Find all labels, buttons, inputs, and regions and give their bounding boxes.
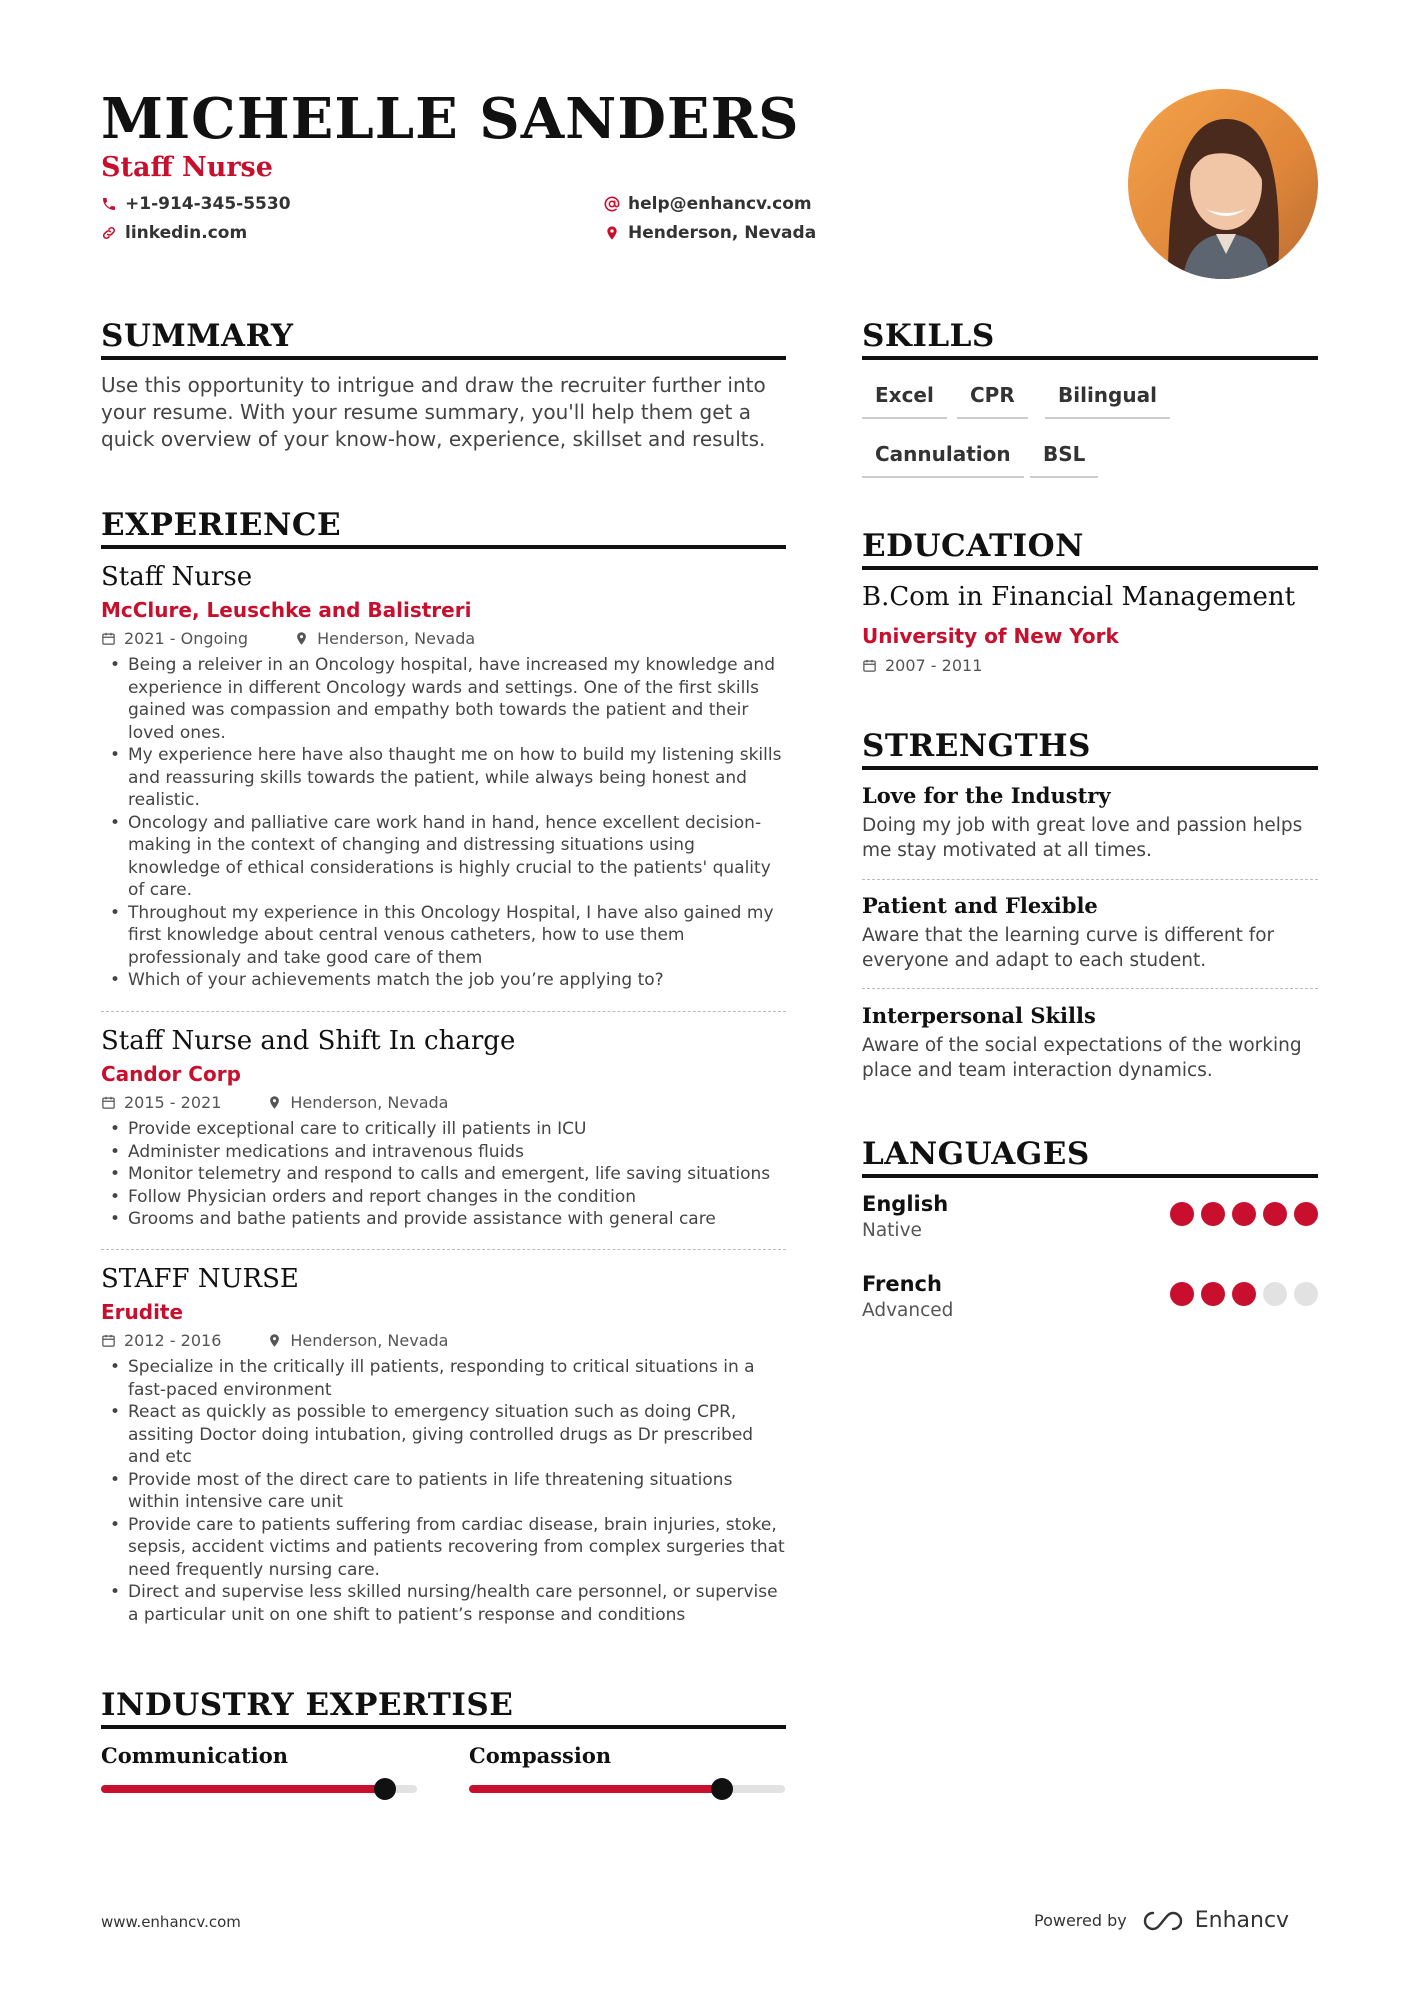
job-bullets [101, 1356, 786, 1626]
divider [101, 1249, 786, 1250]
rating-dot [1263, 1202, 1287, 1226]
education-heading: EDUCATION [862, 528, 1084, 564]
candidate-title: Staff Nurse [101, 152, 273, 183]
rating-dot [1294, 1202, 1318, 1226]
job-bullet: • My experience here have also thaught me on how to build my listening skills and reassuring skills towards the patient, while always being honest and realistic. [101, 744, 786, 812]
language-rating [1170, 1282, 1318, 1306]
school: University of New York [862, 624, 1119, 648]
language-name: French [862, 1272, 942, 1296]
linkedin-text: linkedin.com [125, 223, 248, 243]
job-bullet: • React as quickly as possible to emergency situation such as doing CPR, assiting Doctor doing intubation, giving controlled drugs as Dr prescribed and etc [101, 1401, 786, 1469]
job-bullets [101, 1118, 786, 1231]
location-pin-icon [267, 1095, 282, 1110]
job-entry [101, 1264, 786, 1626]
strength-title: Interpersonal Skills [862, 1003, 1096, 1028]
job-bullet: • Administer medications and intravenous fluids [101, 1141, 786, 1164]
strength-item [862, 893, 1318, 973]
strength-desc: Doing my job with great love and passion helps me stay motivated at all times. [862, 815, 1303, 861]
education-date-text: 2007 - 2011 [885, 656, 983, 675]
expertise-bar-knob [711, 1778, 733, 1800]
strength-item [862, 1003, 1318, 1083]
job-bullet: • Specialize in the critically ill patients, responding to critical situations in a fast-paced environment [101, 1356, 786, 1401]
skill-tag: Excel [862, 383, 947, 419]
skill-tag: Cannulation [862, 442, 1024, 478]
job-dates: 2021 - Ongoing [124, 629, 249, 648]
divider [101, 1011, 786, 1012]
enhancv-logo-icon [1141, 1909, 1187, 1933]
strength-item [862, 783, 1318, 863]
job-bullet: • Direct and supervise less skilled nursing/health care personnel, or supervise a particular unit on one shift to patient’s response and conditions [101, 1581, 786, 1626]
rating-dot [1201, 1282, 1225, 1306]
footer-website[interactable]: www.enhancv.com [101, 1913, 241, 1931]
rating-dot [1263, 1282, 1287, 1306]
job-company: McClure, Leuschke and Balistreri [101, 598, 472, 622]
divider [862, 988, 1318, 989]
job-entry [101, 562, 786, 992]
language-rating [1170, 1202, 1318, 1226]
expertise-bar [469, 1785, 785, 1793]
job-bullet: • Which of your achievements match the job you’re applying to? [101, 969, 786, 992]
rating-dot [1232, 1282, 1256, 1306]
job-bullet: • Being a releiver in an Oncology hospital, have increased my knowledge and experience in different Oncology wards and settings. One of the first skills gained was compassion and empathy both towards the patient and their loved ones. [101, 654, 786, 744]
language-item [862, 1272, 1318, 1321]
profile-photo [1128, 89, 1318, 279]
job-dates: 2015 - 2021 [124, 1093, 222, 1112]
phone-contact[interactable] [101, 194, 291, 214]
job-bullet: • Throughout my experience in this Oncology Hospital, I have also gained my first knowledge about central venous catheters, how to use them professionaly and take good care of them [101, 902, 786, 970]
job-bullet: • Oncology and palliative care work hand in hand, hence excellent decision-making in the context of changing and distressing situations using knowledge of ethical considerations is highly crucial to the patients' quality of care. [101, 812, 786, 902]
expertise-bar [101, 1785, 417, 1793]
calendar-icon [101, 631, 116, 646]
job-location: Henderson, Nevada [290, 1093, 449, 1112]
job-bullet: • Follow Physician orders and report changes in the condition [101, 1186, 786, 1209]
summary-text: Use this opportunity to intrigue and draw the recruiter further into your resume. With your resume summary, you'll help them get a quick overview of your know-how, experience, skillset and results. [101, 373, 766, 451]
rating-dot [1170, 1202, 1194, 1226]
expertise-bar-knob [374, 1778, 396, 1800]
location-pin-icon [604, 225, 620, 241]
expertise-bar-fill [101, 1785, 385, 1793]
powered-by-text: Powered by [1034, 1911, 1127, 1930]
languages-rule [862, 1174, 1318, 1178]
strengths-heading: STRENGTHS [862, 728, 1091, 764]
location-pin-icon [294, 631, 309, 646]
job-bullet: • Provide care to patients suffering from cardiac disease, brain injuries, stoke, sepsis, accident victims and patients recovering from complex surgeries that need frequently nursing care. [101, 1514, 786, 1582]
location-pin-icon [267, 1333, 282, 1348]
at-icon [604, 196, 620, 212]
email-text: help@enhancv.com [628, 194, 812, 214]
calendar-icon [101, 1095, 116, 1110]
job-title: STAFF NURSE [101, 1264, 299, 1294]
strength-desc: Aware that the learning curve is different for everyone and adapt to each student. [862, 925, 1275, 971]
education-dates [862, 656, 982, 675]
job-meta [101, 1331, 786, 1350]
job-bullet: • Monitor telemetry and respond to calls and emergent, life saving situations [101, 1163, 786, 1186]
location-contact [604, 223, 816, 243]
job-entry [101, 1026, 786, 1231]
job-bullet: • Provide most of the direct care to patients in life threatening situations within intensive care unit [101, 1469, 786, 1514]
language-level: Advanced [862, 1300, 954, 1321]
rating-dot [1232, 1202, 1256, 1226]
phone-icon [101, 196, 117, 212]
rating-dot [1201, 1202, 1225, 1226]
experience-heading: EXPERIENCE [101, 507, 342, 543]
location-text: Henderson, Nevada [628, 223, 817, 243]
skills-rule [862, 356, 1318, 360]
job-bullet: • Provide exceptional care to critically ill patients in ICU [101, 1118, 786, 1141]
email-contact[interactable] [604, 194, 812, 214]
rating-dot [1170, 1282, 1194, 1306]
skill-tag: CPR [957, 383, 1028, 419]
expertise-label: Compassion [469, 1743, 612, 1768]
languages-heading: LANGUAGES [862, 1136, 1090, 1172]
job-bullets [101, 654, 786, 992]
language-item [862, 1192, 1318, 1241]
job-meta [101, 1093, 786, 1112]
language-name: English [862, 1192, 949, 1216]
job-title: Staff Nurse [101, 562, 253, 592]
degree: B.Com in Financial Management [862, 582, 1296, 612]
enhancv-logo [1141, 1908, 1289, 1933]
expertise-bar-fill [469, 1785, 722, 1793]
summary-heading: SUMMARY [101, 318, 294, 354]
skills-heading: SKILLS [862, 318, 995, 354]
candidate-name: MICHELLE SANDERS [101, 86, 800, 152]
rating-dot [1294, 1282, 1318, 1306]
strengths-rule [862, 766, 1318, 770]
skill-tag: Bilingual [1045, 383, 1170, 419]
expertise-label: Communication [101, 1743, 289, 1768]
summary-rule [101, 356, 786, 360]
linkedin-contact[interactable] [101, 223, 247, 243]
link-icon [101, 225, 117, 241]
brand-name: Enhancv [1194, 1908, 1290, 1933]
calendar-icon [862, 658, 877, 673]
job-meta [101, 629, 786, 648]
skill-tag: BSL [1030, 442, 1098, 478]
job-dates: 2012 - 2016 [124, 1331, 222, 1350]
education-rule [862, 566, 1318, 570]
phone-text: +1-914-345-5530 [125, 194, 291, 214]
strength-title: Love for the Industry [862, 783, 1111, 808]
expertise-rule [101, 1725, 786, 1729]
expertise-heading: INDUSTRY EXPERTISE [101, 1687, 514, 1723]
job-company: Candor Corp [101, 1062, 241, 1086]
footer-branding [1034, 1908, 1289, 1933]
divider [862, 879, 1318, 880]
job-location: Henderson, Nevada [317, 629, 476, 648]
job-company: Erudite [101, 1300, 184, 1324]
strength-title: Patient and Flexible [862, 893, 1098, 918]
experience-rule [101, 545, 786, 549]
strength-desc: Aware of the social expectations of the working place and team interaction dynamics. [862, 1035, 1302, 1081]
job-location: Henderson, Nevada [290, 1331, 449, 1350]
language-level: Native [862, 1220, 922, 1241]
job-bullet: • Grooms and bathe patients and provide assistance with general care [101, 1208, 786, 1231]
calendar-icon [101, 1333, 116, 1348]
job-title: Staff Nurse and Shift In charge [101, 1026, 516, 1056]
